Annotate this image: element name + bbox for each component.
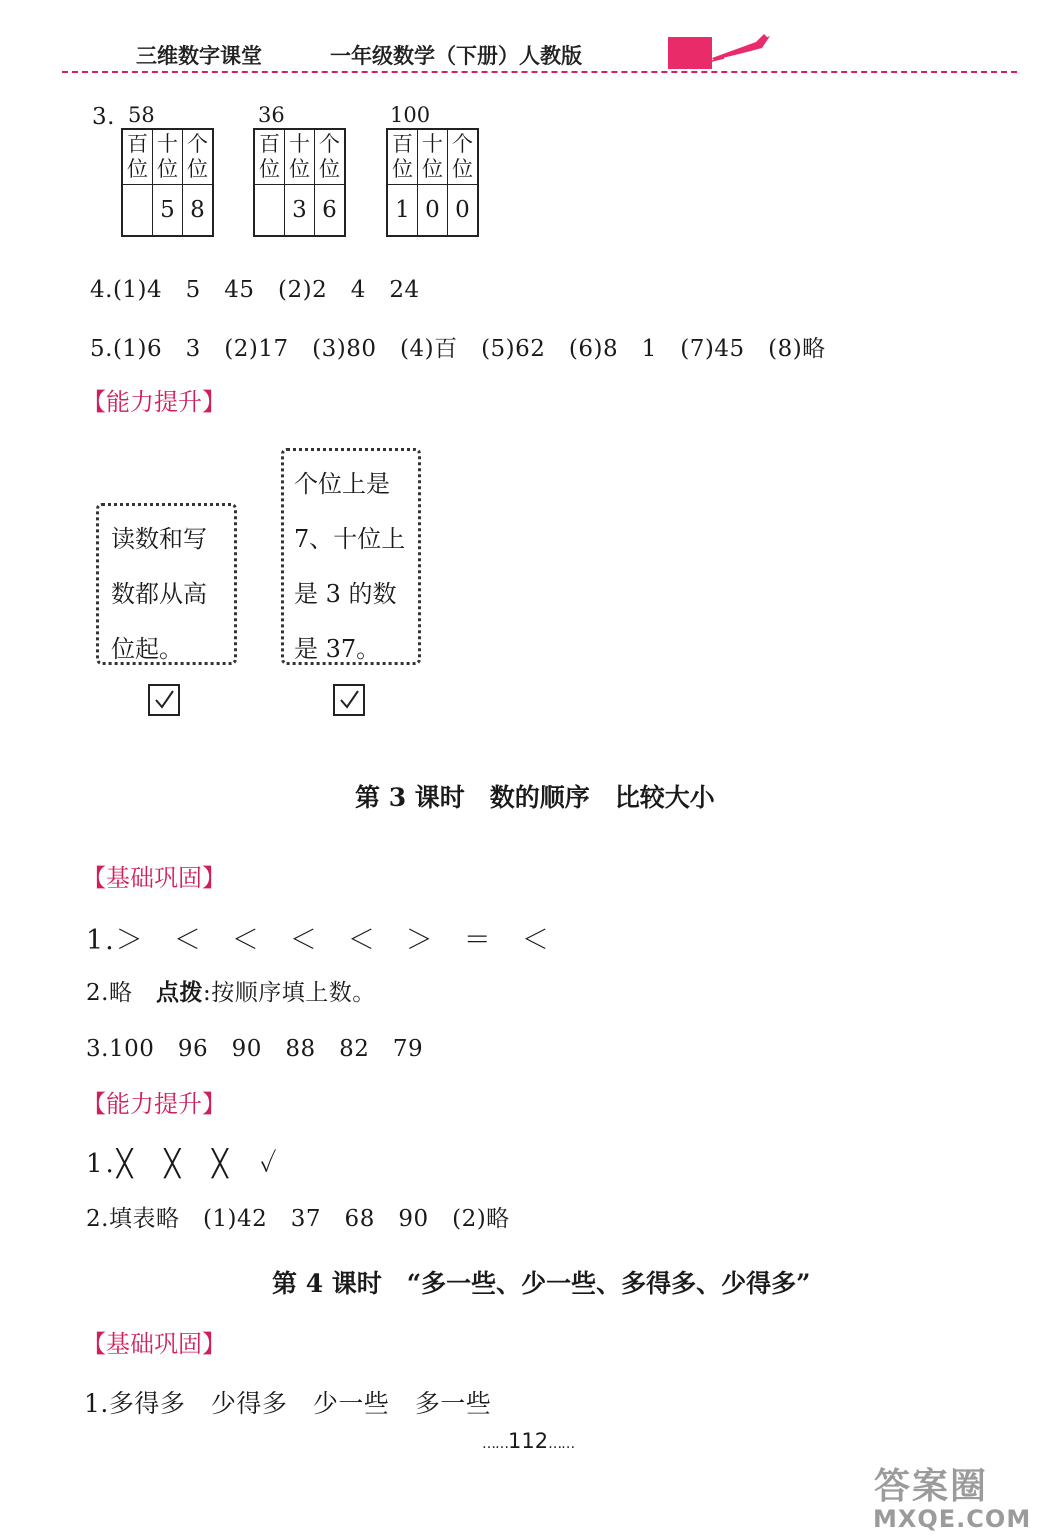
footer-dots: …… [482, 1436, 508, 1452]
header-cell: 个位 [315, 129, 346, 185]
card-line: 位起。 [111, 635, 183, 663]
header-cell: 个位 [448, 129, 479, 185]
header-cell: 百位 [254, 129, 285, 185]
header-cell: 十位 [285, 129, 315, 185]
q3-label: 3. [92, 104, 115, 130]
answer-l3-a1: 1.╳ ╳ ╳ ✓ [86, 1149, 280, 1179]
table-number: 36 [258, 103, 285, 127]
answer-q5: 5.(1)6 3 (2)17 (3)80 (4)百 (5)62 (6)8 1 (7)45 (8)略 [90, 336, 826, 362]
statement-card [96, 503, 237, 665]
header-cell: 百位 [122, 129, 153, 185]
card-line: 个位上是 [294, 470, 390, 498]
subject-title: 一年级数学（下册）人教版 [330, 44, 582, 68]
page-number [482, 1429, 574, 1453]
digit-cell: 8 [183, 185, 214, 237]
watermark-url: MXQE.COM [873, 1505, 1032, 1533]
digit-cell: 6 [315, 185, 346, 237]
table-number: 100 [390, 103, 431, 127]
digit-cell: 3 [285, 185, 315, 237]
section-heading-ability: 【能力提升】 [82, 1090, 226, 1118]
digit-cell: 1 [387, 185, 418, 237]
place-value-table [386, 128, 479, 237]
answer-q4: 4.(1)4 5 45 (2)2 4 24 [90, 277, 420, 303]
section-heading-ability: 【能力提升】 [82, 388, 226, 416]
answer-text: 2.略 [86, 980, 156, 1006]
digit-cell: 0 [418, 185, 448, 237]
hint-label: 点拨 [155, 980, 203, 1006]
place-value-table [121, 128, 214, 237]
digit-cell [254, 185, 285, 237]
table-number: 58 [128, 103, 155, 127]
lesson-4-title: 第 4 课时 “多一些、少一些、多得多、少得多” [272, 1269, 811, 1298]
answer-l3-a2: 2.填表略 (1)42 37 68 90 (2)略 [86, 1206, 510, 1232]
digit-cell: 5 [153, 185, 183, 237]
card-line: 读数和写 [111, 525, 207, 553]
header-divider [62, 71, 1017, 73]
page-number-value: 112 [508, 1429, 549, 1453]
card-line: 是 3 的数 [294, 580, 397, 608]
card-line: 数都从高 [111, 580, 207, 608]
answer-l3-q1: 1.＞ ＜ ＜ ＜ ＜ ＞ ＝ ＜ [86, 925, 551, 956]
section-heading-basic: 【基础巩固】 [82, 864, 226, 892]
header-cell: 十位 [153, 129, 183, 185]
answer-l3-q3: 3.100 96 90 88 82 79 [86, 1036, 424, 1062]
place-value-table [253, 128, 346, 237]
watermark-logo: 答案圈 [874, 1466, 989, 1507]
digit-cell: 0 [448, 185, 479, 237]
lesson-3-title: 第 3 课时 数的顺序 比较大小 [355, 783, 715, 812]
digit-cell [122, 185, 153, 237]
hint-text: :按顺序填上数。 [202, 980, 376, 1006]
card-line: 7、十位上 [294, 525, 406, 553]
answer-l3-q2 [86, 974, 376, 1007]
checkbox-checked-icon [148, 684, 180, 716]
answer-l4-q1: 1.多得多 少得多 少一些 多一些 [84, 1389, 492, 1418]
book-title: 三维数字课堂 [136, 44, 262, 68]
checkbox-checked-icon [333, 684, 365, 716]
header-cell: 百位 [387, 129, 418, 185]
statement-card [281, 448, 421, 665]
card-line: 是 37。 [294, 635, 381, 663]
rocket-icon [704, 32, 774, 66]
header-cell: 十位 [418, 129, 448, 185]
footer-dots: …… [548, 1436, 575, 1452]
header-cell: 个位 [183, 129, 214, 185]
section-heading-basic: 【基础巩固】 [82, 1330, 226, 1358]
